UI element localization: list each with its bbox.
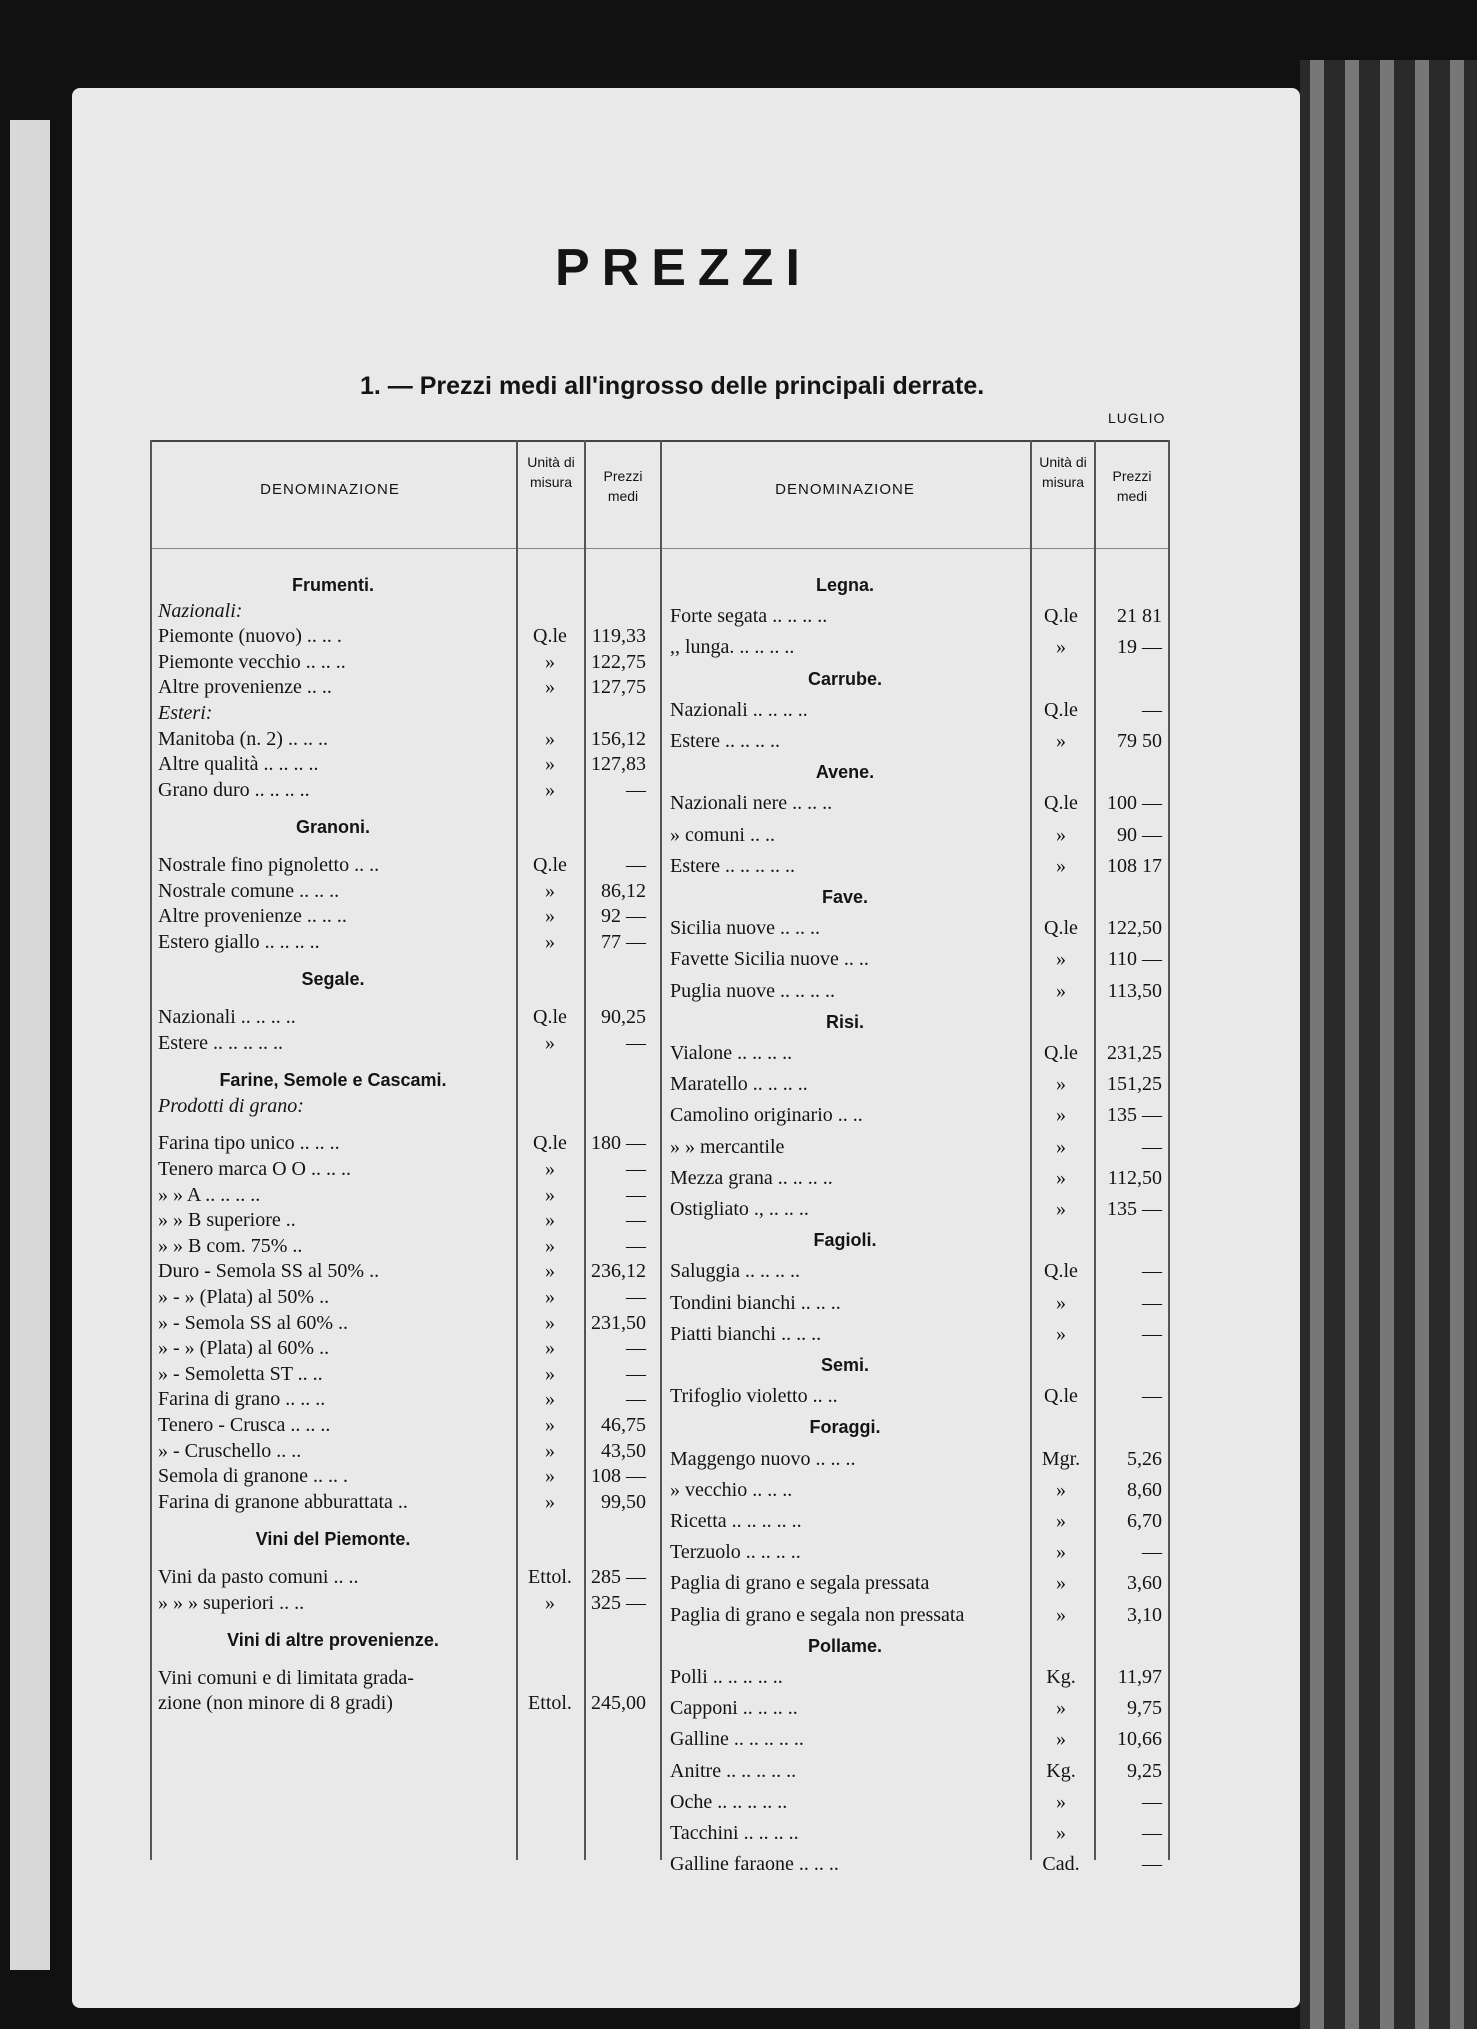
- col-divider-main: [660, 440, 662, 1860]
- table-row: [670, 1539, 1160, 1565]
- item-unit: »: [545, 1490, 555, 1513]
- table-row: [670, 1383, 1160, 1409]
- item-unit: Q.le: [1044, 792, 1078, 815]
- item-unit: »: [1056, 979, 1066, 1002]
- book-fold: [10, 120, 50, 1970]
- table-subtitle: 1. — Prezzi medi all'ingrosso delle principali derrate.: [360, 372, 985, 400]
- section-heading: Granoni.: [295, 817, 370, 838]
- item-price: 43,50: [601, 1439, 646, 1462]
- item-name: Estero giallo .. .. .. ..: [158, 930, 320, 953]
- table-row: [158, 1463, 648, 1489]
- item-unit: »: [1056, 1572, 1066, 1595]
- item-unit: »: [545, 1362, 555, 1385]
- item-unit: »: [1056, 730, 1066, 752]
- item-unit: »: [545, 1209, 555, 1232]
- table-row: [158, 1690, 648, 1716]
- table-row: [670, 1446, 1160, 1472]
- item-name: Piemonte vecchio .. .. ..: [158, 650, 346, 673]
- item-price: —: [1142, 1822, 1162, 1844]
- table-row: [670, 915, 1160, 941]
- item-name: » - Cruschello .. ..: [158, 1439, 302, 1462]
- item-name: Estere .. .. .. .. ..: [158, 1031, 283, 1054]
- table-row: [670, 1726, 1160, 1752]
- section-heading: Vini del Piemonte.: [255, 1529, 411, 1550]
- item-price: 231,25: [1107, 1042, 1162, 1064]
- item-unit: Q.le: [1044, 605, 1078, 628]
- item-name: » » A .. .. .. ..: [158, 1183, 261, 1206]
- item-name: Semola di granone .. .. .: [158, 1465, 348, 1488]
- item-name: Saluggia .. .. .. ..: [670, 1260, 800, 1283]
- section-heading: Avene.: [815, 762, 875, 783]
- table-row: [158, 1386, 648, 1412]
- item-name: Altre provenienze .. .. ..: [158, 905, 347, 928]
- item-name: Tacchini .. .. .. ..: [670, 1822, 799, 1844]
- table-row: [670, 1789, 1160, 1815]
- item-name: Mezza grana .. .. .. ..: [670, 1166, 833, 1189]
- item-name: Terzuolo .. .. .. ..: [670, 1541, 801, 1564]
- item-price: 127,75: [591, 676, 646, 699]
- table-row: [670, 697, 1160, 723]
- item-unit: Q.le: [1044, 1260, 1078, 1283]
- item-name: Estere .. .. .. ..: [670, 730, 780, 752]
- item-name: Oche .. .. .. .. ..: [670, 1790, 788, 1813]
- item-price: 100 —: [1107, 792, 1162, 815]
- item-unit: »: [545, 1183, 555, 1206]
- section-heading: Segale.: [301, 969, 365, 990]
- table-row: [670, 1258, 1160, 1284]
- item-price: —: [1142, 698, 1162, 721]
- item-unit: »: [1056, 1135, 1066, 1158]
- table-row: [158, 903, 648, 929]
- item-name: Nostrale fino pignoletto .. ..: [158, 854, 380, 876]
- item-unit: »: [545, 930, 555, 953]
- item-price: —: [1142, 1260, 1162, 1283]
- item-price: 5,26: [1127, 1447, 1162, 1470]
- item-name: Galline faraone .. .. ..: [670, 1853, 839, 1876]
- table-row: [670, 1071, 1160, 1097]
- item-name: Maggengo nuovo .. .. ..: [670, 1447, 856, 1470]
- item-unit: »: [1056, 823, 1066, 846]
- table-row: [158, 674, 648, 700]
- item-price: 3,60: [1127, 1572, 1162, 1595]
- header-price-left: Prezzi medi: [603, 468, 643, 504]
- item-name: Sicilia nuove .. .. ..: [670, 917, 820, 940]
- item-name: Puglia nuove .. .. .. ..: [670, 979, 835, 1002]
- table-row: [670, 1695, 1160, 1721]
- item-unit: »: [545, 676, 555, 699]
- table-row: [670, 1664, 1160, 1690]
- item-unit: »: [545, 1591, 555, 1614]
- item-price: —: [626, 1031, 646, 1054]
- item-unit: »: [545, 1286, 555, 1308]
- item-price: 135 —: [1107, 1104, 1162, 1127]
- table-row: [670, 1477, 1160, 1503]
- item-unit: »: [545, 727, 555, 750]
- item-price: 8,60: [1127, 1478, 1162, 1501]
- item-unit: »: [1056, 1104, 1066, 1127]
- table-border-left: [150, 440, 152, 1860]
- item-name: Farina di grano .. .. ..: [158, 1388, 326, 1411]
- table-row: [158, 1590, 648, 1616]
- section-heading: Fave.: [821, 887, 869, 907]
- item-name: Galline .. .. .. .. ..: [670, 1728, 804, 1751]
- item-price: 11,97: [1117, 1666, 1162, 1688]
- item-name: » » » superiori .. ..: [158, 1591, 305, 1614]
- section-heading: Frumenti.: [291, 575, 374, 595]
- item-price: 122,50: [1107, 917, 1162, 940]
- item-unit: »: [545, 778, 555, 801]
- item-price: —: [626, 1183, 646, 1206]
- item-name: Tenero - Crusca .. .. ..: [158, 1414, 331, 1436]
- item-name: Altre qualità .. .. .. ..: [158, 753, 319, 776]
- table-row: [670, 1820, 1160, 1846]
- item-name: Polli .. .. .. .. ..: [670, 1666, 783, 1688]
- item-price: 127,83: [591, 753, 646, 776]
- header-name-left: DENOMINAZIONE: [260, 481, 400, 498]
- item-price: —: [626, 1388, 646, 1411]
- item-unit: »: [1056, 1073, 1066, 1096]
- table-row: [158, 751, 648, 777]
- item-unit: »: [1056, 1291, 1066, 1314]
- item-unit: Mgr.: [1041, 1447, 1081, 1470]
- item-name: » comuni .. ..: [670, 823, 775, 846]
- item-unit: Q.le: [533, 1006, 567, 1028]
- table-row: [158, 1156, 648, 1182]
- item-price: 108 17: [1107, 854, 1162, 877]
- item-price: 110 —: [1107, 948, 1162, 971]
- item-unit: »: [545, 879, 555, 902]
- item-name: Anitre .. .. .. .. ..: [670, 1759, 797, 1782]
- table-row: [158, 1361, 648, 1387]
- section-heading: Vini di altre provenienze.: [227, 1630, 439, 1651]
- table-row: [158, 1564, 648, 1590]
- item-unit: »: [1056, 1822, 1066, 1844]
- item-price: —: [1142, 1135, 1162, 1158]
- item-price: 90,25: [601, 1006, 646, 1028]
- item-unit: »: [545, 1234, 555, 1257]
- item-unit: Ettol.: [528, 1566, 572, 1588]
- item-name: Ostigliato ., .. .. ..: [670, 1198, 809, 1220]
- item-unit: »: [545, 1031, 555, 1054]
- item-name: Piemonte (nuovo) .. .. .: [158, 625, 342, 648]
- item-unit: »: [1056, 1198, 1066, 1220]
- item-unit: »: [545, 1260, 555, 1283]
- item-unit: »: [1056, 948, 1066, 971]
- item-price: 10,66: [1117, 1728, 1162, 1751]
- item-price: 46,75: [601, 1414, 646, 1436]
- item-name: Ricetta .. .. .. .. ..: [670, 1510, 802, 1532]
- table-row: [158, 649, 648, 675]
- table-row: [670, 1040, 1160, 1066]
- item-name: Camolino originario .. ..: [670, 1104, 863, 1127]
- item-name: Farina di granone abburattata ..: [158, 1490, 408, 1513]
- table-border-right: [1168, 440, 1170, 1860]
- item-price: —: [626, 1337, 646, 1360]
- item-name: Paglia di grano e segala pressata: [670, 1572, 930, 1595]
- item-unit: »: [1056, 854, 1066, 877]
- item-unit: »: [1056, 1478, 1066, 1501]
- item-price: 99,50: [601, 1490, 646, 1513]
- item-unit: »: [545, 905, 555, 928]
- table-row: [158, 1030, 648, 1056]
- item-price: 3,10: [1127, 1603, 1162, 1626]
- section-heading: Semi.: [820, 1355, 870, 1375]
- table-row: [670, 1165, 1160, 1191]
- table-row: [670, 822, 1160, 848]
- section-heading: Legna.: [815, 575, 874, 595]
- table-row: [670, 1196, 1160, 1222]
- header-name-right: DENOMINAZIONE: [775, 481, 915, 498]
- item-name: » - Semoletta ST .. ..: [158, 1362, 323, 1385]
- item-price: —: [626, 1209, 646, 1232]
- item-unit: »: [545, 1388, 555, 1411]
- item-name: Nazionali .. .. .. ..: [670, 698, 808, 721]
- item-price: 9,25: [1127, 1759, 1162, 1782]
- item-name: Trifoglio violetto .. ..: [670, 1385, 838, 1408]
- table-row: [158, 777, 648, 803]
- table-row: [158, 1258, 648, 1284]
- table-row: [670, 853, 1160, 879]
- item-price: 119,33: [591, 625, 646, 648]
- table-row: [158, 1665, 648, 1691]
- item-price: 112,50: [1107, 1166, 1162, 1189]
- table-row: [670, 1102, 1160, 1128]
- item-price: —: [1142, 1385, 1162, 1408]
- item-price: 135 —: [1107, 1198, 1162, 1220]
- item-unit: Cad.: [1042, 1853, 1080, 1876]
- section-heading: Carrube.: [807, 668, 883, 689]
- item-name: Estere .. .. .. .. ..: [670, 854, 795, 877]
- header-price-right: Prezzi medi: [1112, 468, 1152, 504]
- item-name: Vini da pasto comuni .. ..: [158, 1566, 359, 1588]
- table-row: [158, 1182, 648, 1208]
- item-unit: »: [545, 1465, 555, 1488]
- item-unit: Q.le: [533, 625, 567, 648]
- item-unit: Q.le: [533, 854, 567, 876]
- item-price: —: [626, 1234, 646, 1257]
- item-unit: Kg.: [1046, 1666, 1076, 1688]
- item-name: ,, lunga. .. .. .. ..: [670, 636, 795, 659]
- item-price: 6,70: [1127, 1510, 1162, 1532]
- item-unit: »: [545, 1158, 555, 1180]
- table-row: [158, 1284, 648, 1310]
- item-unit: »: [1056, 1322, 1066, 1345]
- item-price: 325 —: [591, 1591, 646, 1614]
- item-price: 21 81: [1117, 605, 1162, 628]
- item-name: Altre provenienze .. ..: [158, 676, 332, 699]
- item-name: Favette Sicilia nuove .. ..: [670, 948, 869, 971]
- item-unit: Q.le: [1044, 1385, 1078, 1408]
- item-price: 79 50: [1117, 730, 1162, 752]
- table-row: [670, 1851, 1160, 1877]
- table-row: [670, 634, 1160, 660]
- item-name: Manitoba (n. 2) .. .. ..: [158, 727, 328, 750]
- item-name: » - » (Plata) al 60% ..: [158, 1337, 330, 1360]
- table-row: [158, 1233, 648, 1259]
- subsection-heading: Nazionali:: [158, 599, 243, 622]
- month-label: LUGLIO: [1108, 410, 1166, 426]
- item-name: » » mercantile: [670, 1135, 785, 1158]
- item-name: Paglia di grano e segala non pressata: [670, 1603, 965, 1626]
- item-name: » vecchio .. .. ..: [670, 1478, 793, 1501]
- item-unit: »: [1056, 1166, 1066, 1189]
- table-row: [670, 1134, 1160, 1160]
- table-row: [670, 946, 1160, 972]
- item-unit: »: [1056, 1603, 1066, 1626]
- item-name: Tenero marca O O .. .. ..: [158, 1158, 351, 1180]
- item-name: Tondini bianchi .. .. ..: [670, 1291, 841, 1314]
- item-name: zione (non minore di 8 gradi): [158, 1692, 393, 1715]
- subsection-heading: Esteri:: [158, 702, 213, 724]
- item-unit: »: [545, 1337, 555, 1360]
- header-unit-right: Unità di misura: [1039, 454, 1087, 490]
- table-row: [670, 1602, 1160, 1628]
- item-unit: »: [545, 1414, 555, 1436]
- section-heading: Risi.: [825, 1011, 864, 1032]
- section-heading: Fagioli.: [813, 1230, 877, 1251]
- item-price: 86,12: [601, 879, 646, 902]
- item-name: Nazionali .. .. .. ..: [158, 1006, 296, 1028]
- item-name: Vini comuni e di limitata grada-: [158, 1666, 414, 1689]
- table-row: [158, 1489, 648, 1515]
- item-name: » » B com. 75% ..: [158, 1234, 303, 1257]
- item-unit: Ettol.: [528, 1692, 572, 1715]
- item-price: 236,12: [591, 1260, 646, 1283]
- item-price: 113,50: [1107, 979, 1162, 1002]
- item-price: —: [626, 854, 646, 876]
- item-name: Vialone .. .. .. ..: [670, 1042, 793, 1064]
- section-heading: Foraggi.: [809, 1417, 881, 1438]
- item-name: Capponi .. .. .. ..: [670, 1697, 798, 1720]
- table-row: [158, 852, 648, 878]
- item-price: —: [626, 1158, 646, 1180]
- item-name: Farina tipo unico .. .. ..: [158, 1132, 340, 1155]
- table-row: [158, 1004, 648, 1030]
- item-unit: Q.le: [533, 1132, 567, 1155]
- item-unit: »: [1056, 1697, 1066, 1720]
- header-divider: [150, 548, 1168, 549]
- item-name: Maratello .. .. .. ..: [670, 1073, 808, 1096]
- item-unit: »: [1056, 1790, 1066, 1813]
- book-page-edges: [1300, 60, 1477, 2029]
- table-row: [670, 1508, 1160, 1534]
- table-row: [670, 1570, 1160, 1596]
- item-unit: »: [1056, 636, 1066, 659]
- item-price: —: [1142, 1322, 1162, 1345]
- item-price: 9,75: [1127, 1697, 1162, 1720]
- item-name: Duro - Semola SS al 50% ..: [158, 1260, 380, 1283]
- table-row: [158, 1335, 648, 1361]
- item-unit: Q.le: [1044, 1042, 1078, 1064]
- item-unit: »: [545, 1311, 555, 1334]
- item-price: 108 —: [591, 1465, 646, 1488]
- item-unit: »: [545, 1439, 555, 1462]
- table-row: [670, 603, 1160, 629]
- item-price: 90 —: [1117, 823, 1162, 846]
- item-name: » » B superiore ..: [158, 1209, 296, 1232]
- item-price: —: [1142, 1541, 1162, 1564]
- item-unit: »: [545, 650, 555, 673]
- item-price: —: [1142, 1853, 1162, 1876]
- item-price: 231,50: [591, 1311, 646, 1334]
- table-row: [158, 726, 648, 752]
- item-unit: Q.le: [1044, 698, 1078, 721]
- item-name: Forte segata .. .. .. ..: [670, 605, 828, 628]
- header-unit-left: Unità di misura: [527, 454, 575, 490]
- item-unit: »: [545, 753, 555, 776]
- section-heading: Farine, Semole e Cascami.: [219, 1070, 447, 1091]
- item-name: » - Semola SS al 60% ..: [158, 1311, 348, 1334]
- item-price: 245,00: [591, 1692, 646, 1715]
- table-row: [158, 1412, 648, 1438]
- item-price: 92 —: [601, 905, 646, 928]
- table-row: [158, 1130, 648, 1156]
- item-name: Grano duro .. .. .. ..: [158, 778, 310, 801]
- item-price: —: [1142, 1291, 1162, 1314]
- table-row: [670, 1758, 1160, 1784]
- section-heading: Pollame.: [807, 1635, 883, 1656]
- item-price: 285 —: [591, 1566, 646, 1588]
- item-unit: »: [1056, 1728, 1066, 1751]
- item-name: Nostrale comune .. .. ..: [158, 879, 340, 902]
- item-name: Nazionali nere .. .. ..: [670, 792, 833, 815]
- item-unit: »: [1056, 1510, 1066, 1532]
- item-price: —: [626, 778, 646, 801]
- item-unit: Q.le: [1044, 917, 1078, 940]
- item-name: » - » (Plata) al 50% ..: [158, 1286, 330, 1308]
- table-row: [670, 1321, 1160, 1347]
- item-price: 122,75: [591, 650, 646, 673]
- item-price: 156,12: [591, 727, 646, 750]
- item-price: —: [626, 1286, 646, 1308]
- table-row: [670, 978, 1160, 1004]
- item-price: —: [1142, 1790, 1162, 1813]
- table-row: [670, 790, 1160, 816]
- item-price: 77 —: [601, 930, 646, 953]
- item-name: Piatti bianchi .. .. ..: [670, 1322, 822, 1345]
- table-row: [158, 1207, 648, 1233]
- item-price: 151,25: [1107, 1073, 1162, 1096]
- table-row: [158, 623, 648, 649]
- table-row: [158, 929, 648, 955]
- page-title: PREZZI: [555, 239, 812, 297]
- table-row: [670, 728, 1160, 754]
- item-price: 19 —: [1117, 636, 1162, 659]
- table-row: [158, 1310, 648, 1336]
- table-row: [158, 1438, 648, 1464]
- item-unit: Kg.: [1046, 1759, 1076, 1782]
- item-price: —: [626, 1362, 646, 1385]
- table-row: [670, 1290, 1160, 1316]
- subsection-heading: Prodotti di grano:: [158, 1094, 304, 1117]
- item-unit: »: [1056, 1541, 1066, 1564]
- table-row: [158, 878, 648, 904]
- item-price: 180 —: [591, 1132, 646, 1155]
